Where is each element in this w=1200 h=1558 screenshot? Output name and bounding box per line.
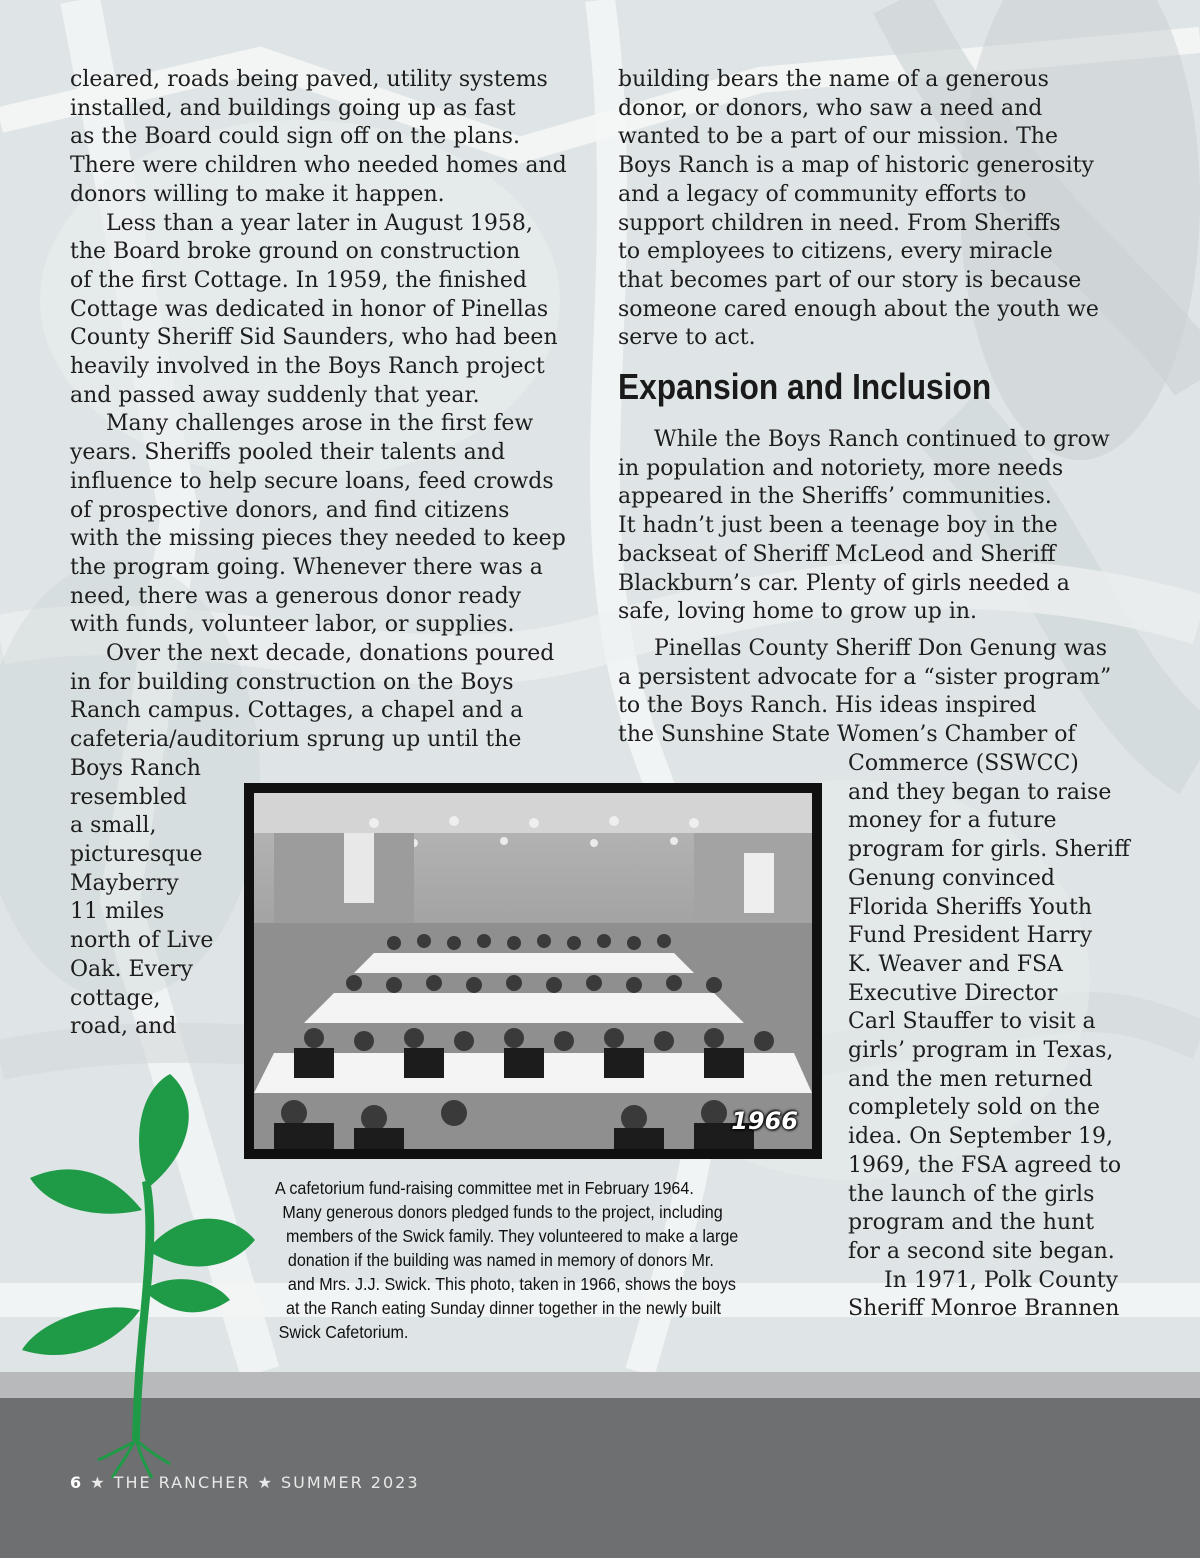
text-line: Florida Sheriffs Youth	[848, 894, 1093, 920]
text-line: Blackburn’s car. Plenty of girls needed a	[618, 570, 1070, 596]
paragraph-3	[70, 410, 567, 640]
text-line: support children in need. From Sheriffs	[618, 210, 1061, 236]
text-line: heavily involved in the Boys Ranch project	[70, 354, 545, 380]
text-line: cottage,	[70, 985, 161, 1011]
text-line: wanted to be a part of our mission. The	[618, 124, 1058, 150]
text-line: Ranch campus. Cottages, a chapel and a	[70, 698, 524, 724]
photo-frame	[244, 783, 822, 1159]
text-line: There were children who needed homes and	[70, 153, 567, 179]
paragraph-7-continued	[848, 750, 1130, 1267]
publication-name: THE RANCHER	[113, 1473, 251, 1492]
paragraph-8	[848, 1267, 1130, 1324]
footer	[70, 1473, 420, 1492]
text-line: with funds, volunteer labor, or supplies.	[70, 612, 515, 638]
issue-label: SUMMER 2023	[281, 1473, 420, 1492]
text-line: Mayberry	[70, 870, 179, 896]
text-line: and they began to raise	[848, 779, 1112, 805]
text-line: Less than a year later in August 1958,	[106, 210, 533, 236]
cafetorium-photo	[254, 793, 812, 1149]
text-line: road, and	[70, 1014, 177, 1040]
text-line: in population and notoriety, more needs	[618, 455, 1064, 481]
text-line: K. Weaver and FSA	[848, 951, 1063, 977]
article-column-2	[618, 66, 1099, 353]
text-line: Over the next decade, donations poured	[106, 641, 555, 667]
photo-year-label: 1966	[731, 1107, 798, 1135]
text-line: backseat of Sheriff McLeod and Sheriff	[618, 541, 1056, 567]
text-line: with the missing pieces they needed to keep	[70, 526, 566, 552]
text-line: safe, loving home to grow up in.	[618, 599, 978, 625]
text-line: to the Boys Ranch. His ideas inspired	[618, 693, 1037, 719]
text-line: idea. On September 19,	[848, 1124, 1113, 1150]
text-line: picturesque	[70, 841, 203, 867]
text-line: a small,	[70, 813, 157, 839]
paragraph-5	[618, 66, 1099, 353]
text-line: cleared, roads being paved, utility systems	[70, 67, 548, 92]
text-line: building bears the name of a generous	[618, 67, 1049, 92]
caption-line: members of the Swick family. They volunteered to make a large	[286, 1226, 739, 1246]
star-separator-icon: ★	[90, 1473, 107, 1492]
text-line: someone cared enough about the youth we	[618, 296, 1099, 322]
text-line: Carl Stauffer to visit a	[848, 1009, 1096, 1035]
text-line: Boys Ranch	[70, 755, 201, 781]
text-line: Pinellas County Sheriff Don Genung was	[654, 635, 1108, 661]
text-line: Oak. Every	[70, 956, 193, 982]
text-line: of prospective donors, and find citizens	[70, 497, 510, 523]
text-line: Boys Ranch is a map of historic generosity	[618, 153, 1094, 179]
caption-line: at the Ranch eating Sunday dinner together in the newly built	[286, 1298, 722, 1318]
paragraph-7	[618, 635, 1111, 750]
text-line: years. Sheriffs pooled their talents and	[70, 440, 506, 466]
text-line: girls’ program in Texas,	[848, 1038, 1114, 1064]
text-line: appeared in the Sheriffs’ communities.	[618, 484, 1052, 510]
text-line: north of Live	[70, 928, 214, 954]
text-line: for a second site began.	[848, 1238, 1115, 1264]
text-line: resembled	[70, 784, 187, 810]
text-line: installed, and buildings going up as fast	[70, 95, 516, 121]
caption-line: Many generous donors pledged funds to the project, including	[282, 1202, 723, 1222]
text-line: In 1971, Polk County	[884, 1267, 1119, 1293]
caption-line: A cafetorium fund-raising committee met in February 1964.	[275, 1178, 694, 1198]
text-line: as the Board could sign off on the plans.	[70, 124, 520, 150]
cafetorium-photo-illustration	[254, 793, 812, 1149]
text-line: cafeteria/auditorium sprung up until the	[70, 727, 522, 753]
text-line: Executive Director	[848, 980, 1058, 1006]
text-line: and a legacy of community efforts to	[618, 181, 1027, 207]
sprout-icon	[0, 1060, 270, 1480]
text-line: donors willing to make it happen.	[70, 181, 445, 207]
section-heading: Expansion and Inclusion	[618, 366, 992, 407]
caption-line: and Mrs. J.J. Swick. This photo, taken in 1966, shows the boys	[287, 1274, 736, 1294]
text-line: the program going. Whenever there was a	[70, 554, 543, 580]
text-line: Sheriff Monroe Brannen	[848, 1296, 1120, 1322]
text-line: the launch of the girls	[848, 1181, 1095, 1207]
text-line: County Sheriff Sid Saunders, who had been	[70, 325, 558, 351]
text-line: and passed away suddenly that year.	[70, 382, 480, 408]
text-line: Cottage was dedicated in honor of Pinellas	[70, 296, 549, 322]
text-line: Many challenges arose in the first few	[106, 411, 534, 437]
text-line: It hadn’t just been a teenage boy in the	[618, 513, 1058, 539]
photo-caption	[275, 1176, 753, 1344]
text-line: program and the hunt	[848, 1210, 1095, 1236]
text-line: a persistent advocate for a “sister program”	[618, 664, 1112, 690]
text-line: the Sunshine State Women’s Chamber of	[618, 722, 1076, 748]
paragraph-1	[70, 66, 567, 210]
text-line: donor, or donors, who saw a need and	[618, 95, 1043, 121]
text-line: need, there was a generous donor ready	[70, 583, 522, 609]
text-line: to employees to citizens, every miracle	[618, 239, 1053, 265]
text-line: While the Boys Ranch continued to grow	[654, 427, 1110, 452]
page-number: 6	[70, 1473, 84, 1492]
caption-line: Swick Cafetorium.	[278, 1322, 409, 1342]
text-line: 1969, the FSA agreed to	[848, 1152, 1122, 1178]
text-line: the Board broke ground on construction	[70, 239, 521, 265]
text-line: in for building construction on the Boys	[70, 669, 514, 695]
text-line: 11 miles	[70, 899, 165, 925]
text-line: program for girls. Sheriff	[848, 837, 1130, 863]
text-line: serve to act.	[618, 325, 756, 351]
caption-line: donation if the building was named in memory of donors Mr.	[287, 1250, 714, 1270]
text-line: of the first Cottage. In 1959, the finished	[70, 267, 527, 293]
text-line: and the men returned	[848, 1066, 1093, 1092]
paragraph-6	[618, 426, 1111, 627]
text-line: Fund President Harry	[848, 923, 1093, 949]
paragraph-2	[70, 210, 567, 411]
text-line: completely sold on the	[848, 1095, 1100, 1121]
text-line: that becomes part of our story is because	[618, 267, 1082, 293]
star-separator-icon: ★	[257, 1473, 274, 1492]
text-line: influence to help secure loans, feed crowds	[70, 468, 554, 494]
text-line: Genung convinced	[848, 865, 1055, 891]
article-column-3	[848, 750, 1130, 1324]
article-column-2-lower	[618, 426, 1111, 750]
text-line: Commerce (SSWCC)	[848, 751, 1079, 776]
text-line: money for a future	[848, 808, 1057, 834]
